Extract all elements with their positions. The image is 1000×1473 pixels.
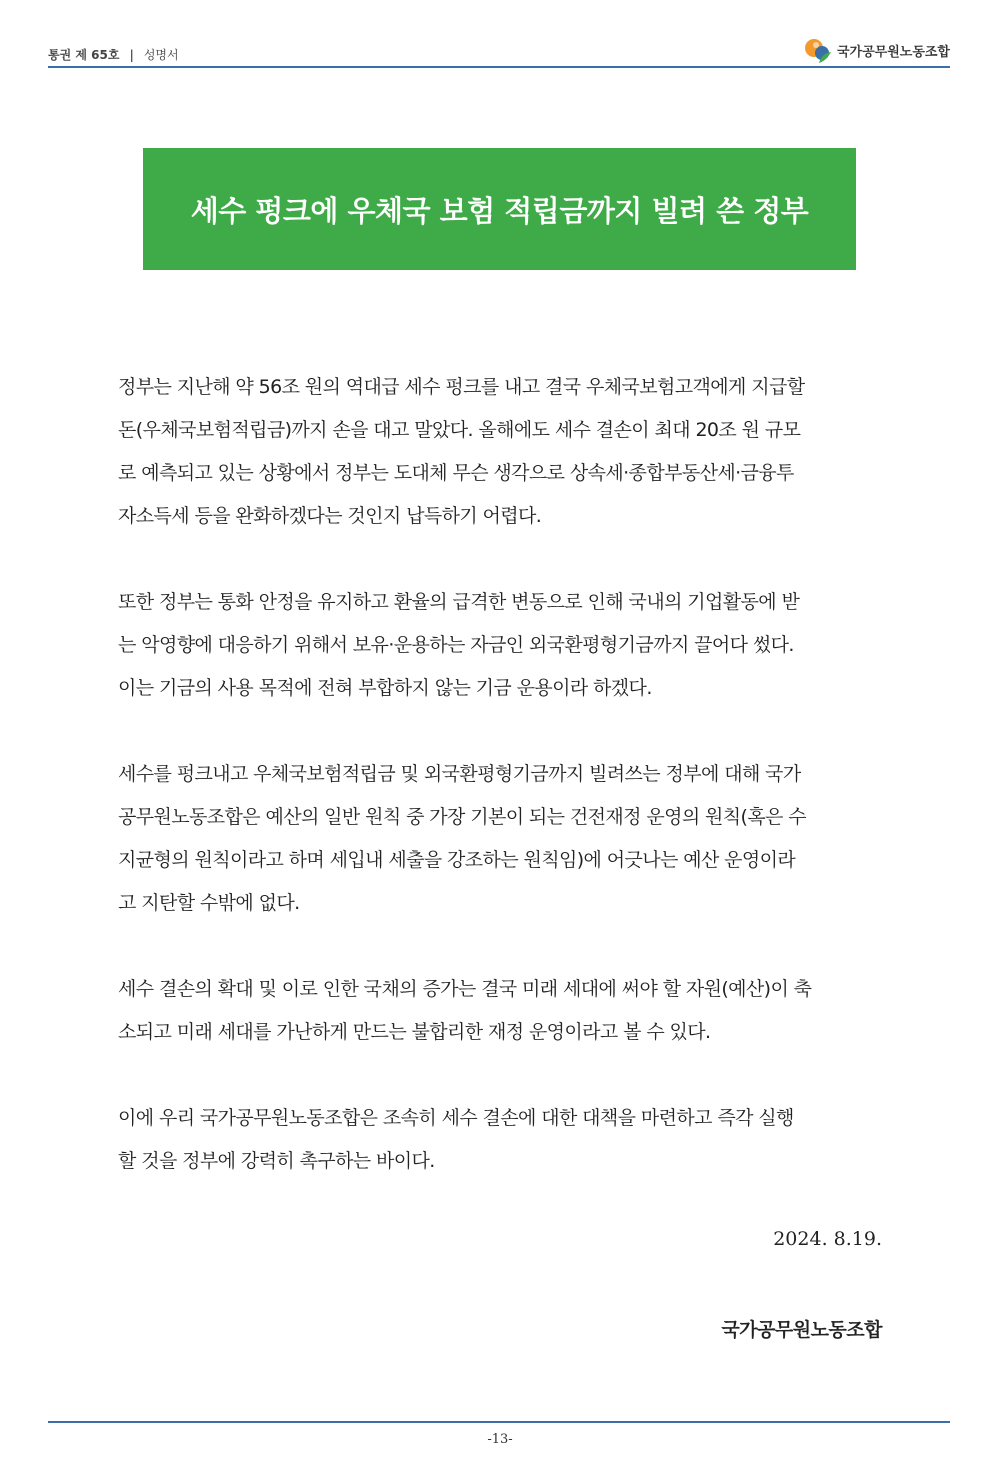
header-org-name: 국가공무원노동조합	[836, 44, 950, 60]
paragraph	[118, 753, 883, 925]
paragraph-line: 또한 정부는 통화 안정을 유지하고 환율의 급격한 변동으로 인해 국내의 기업활동에 받	[118, 591, 800, 613]
header-issue-info	[48, 46, 179, 63]
paragraph-line: 정부는 지난해 약 56조 원의 역대급 세수 펑크를 내고 결국 우체국보험고객에게 지급할	[118, 376, 805, 398]
section-name: 성명서	[143, 48, 179, 62]
paragraph-line: 이에 우리 국가공무원노동조합은 조속히 세수 결손에 대한 대책을 마련하고 즉각 실행	[118, 1107, 794, 1129]
paragraph-line: 세수 결손의 확대 및 이로 인한 국채의 증가는 결국 미래 세대에 써야 할 자원(예산)이 축	[118, 978, 812, 1000]
paragraph-line: 할 것을 정부에 강력히 촉구하는 바이다.	[118, 1150, 435, 1172]
page-header	[48, 30, 950, 68]
paragraph-line: 돈(우체국보험적립금)까지 손을 대고 말았다. 올해에도 세수 결손이 최대 20조 원 규모	[118, 419, 801, 441]
header-separator: |	[129, 48, 134, 62]
header-divider	[48, 66, 950, 68]
statement-body	[118, 366, 883, 1226]
paragraph	[118, 366, 883, 538]
title-banner	[143, 148, 856, 270]
page-number: -13-	[487, 1432, 513, 1447]
paragraph-line: 소되고 미래 세대를 가난하게 만드는 불합리한 재정 운영이라고 볼 수 있다.	[118, 1021, 711, 1043]
paragraph	[118, 1097, 883, 1183]
page-title: 세수 펑크에 우체국 보험 적립금까지 빌려 쓴 정부	[190, 193, 809, 228]
signature: 국가공무원노동조합	[721, 1319, 882, 1341]
paragraph-line: 는 악영향에 대응하기 위해서 보유·운용하는 자금인 외국환평형기금까지 끌어다 썼다.	[118, 634, 794, 656]
union-logo-icon	[803, 36, 833, 64]
footer-divider	[48, 1421, 950, 1423]
paragraph-line: 공무원노동조합은 예산의 일반 원칙 중 가장 기본이 되는 건전재정 운영의 원칙(혹은 수	[118, 806, 807, 828]
header-org	[803, 36, 950, 64]
paragraph	[118, 968, 883, 1054]
paragraph-line: 로 예측되고 있는 상황에서 정부는 도대체 무슨 생각으로 상속세·종합부동산세·금융투	[118, 462, 794, 484]
paragraph-line: 자소득세 등을 완화하겠다는 것인지 납득하기 어렵다.	[118, 505, 542, 527]
paragraph	[118, 581, 883, 710]
issue-number: 통권 제 65호	[48, 48, 120, 62]
paragraph-line: 고 지탄할 수밖에 없다.	[118, 892, 300, 914]
paragraph-line: 지균형의 원칙이라고 하며 세입내 세출을 강조하는 원칙임)에 어긋나는 예산 운영이라	[118, 849, 796, 871]
paragraph-line: 이는 기금의 사용 목적에 전혀 부합하지 않는 기금 운용이라 하겠다.	[118, 677, 652, 699]
paragraph-line: 세수를 펑크내고 우체국보험적립금 및 외국환평형기금까지 빌려쓰는 정부에 대해 국가	[118, 763, 801, 785]
statement-date: 2024. 8.19.	[773, 1228, 882, 1250]
